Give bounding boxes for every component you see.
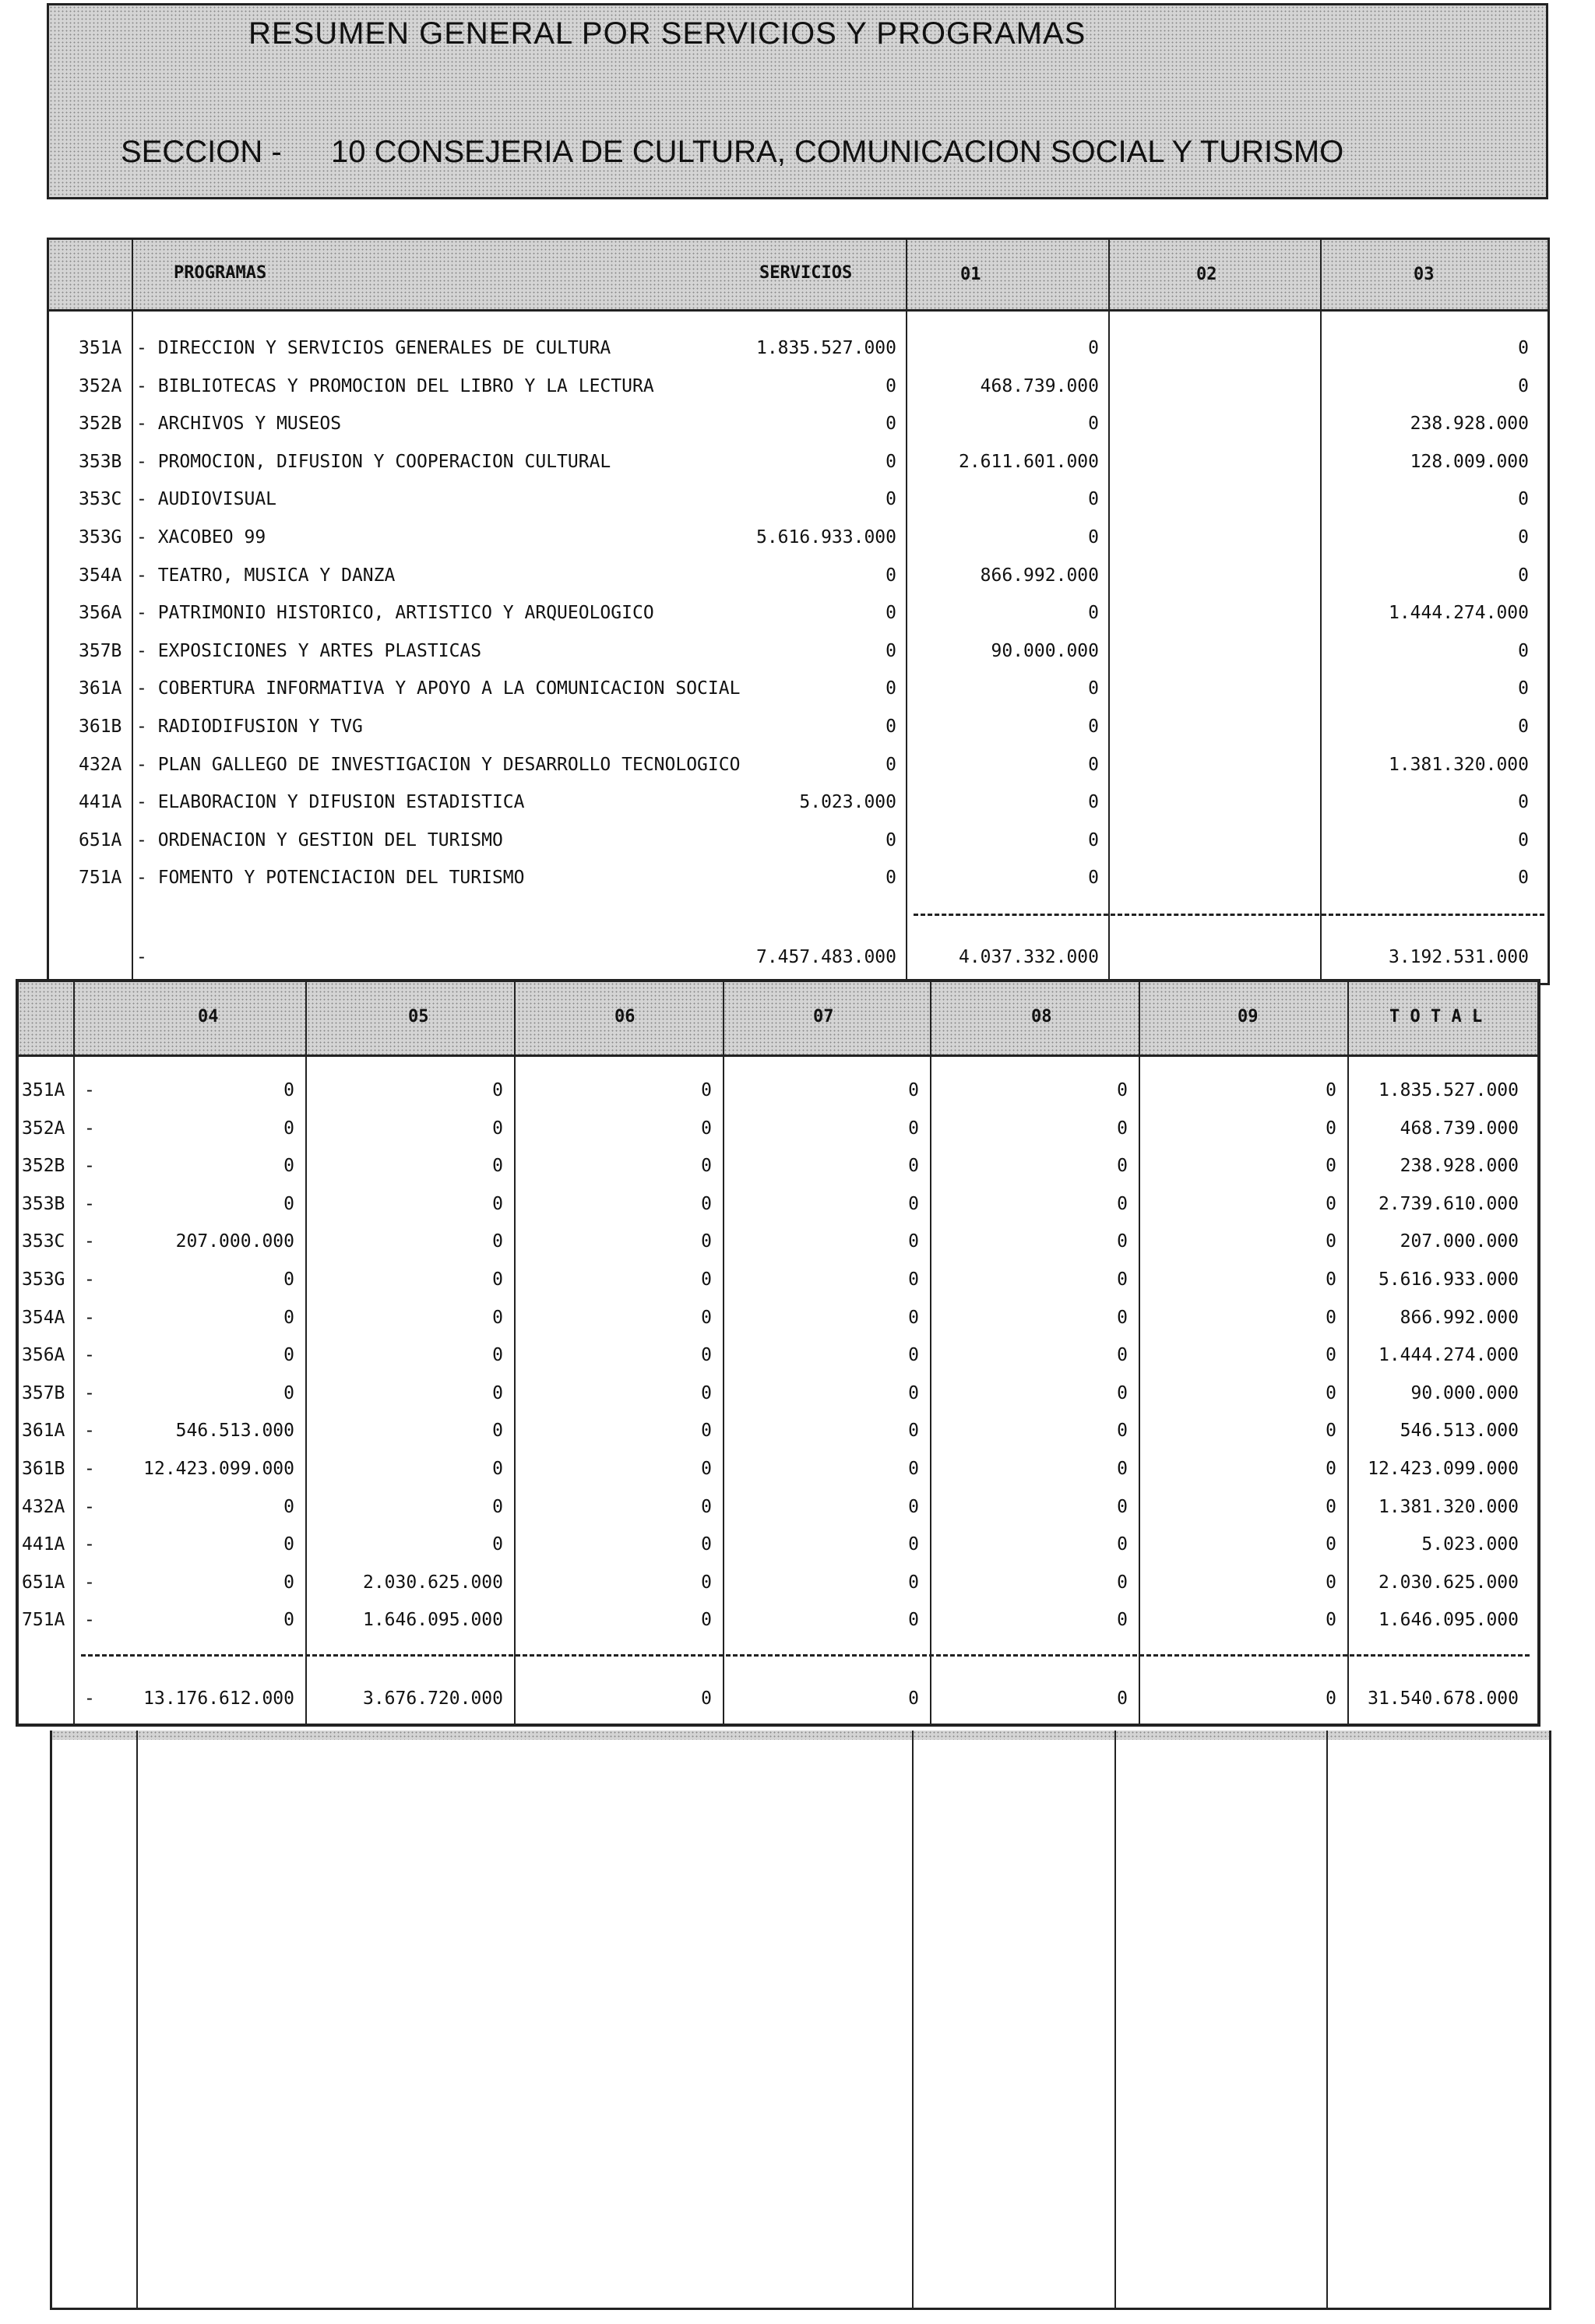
service-02-value: 0 — [1088, 489, 1099, 510]
col-03-header: 03 — [1414, 265, 1435, 284]
service-01-value: 0 — [886, 603, 896, 624]
program-code: 353G — [79, 527, 122, 548]
program-description: - AUDIOVISUAL — [136, 489, 277, 510]
table-row — [49, 783, 1547, 820]
program-description: - FOMENTO Y POTENCIACION DEL TURISMO — [136, 868, 525, 889]
service-09-value: 0 — [1326, 1307, 1336, 1328]
table-row — [49, 821, 1547, 858]
table1-header-row — [49, 240, 1547, 312]
program-code: 432A — [79, 754, 122, 775]
service-05-value: 0 — [492, 1080, 503, 1100]
service-01-value: 0 — [886, 640, 896, 661]
row-dash: - — [84, 1231, 95, 1252]
service-07-value: 0 — [908, 1572, 919, 1593]
service-02-value: 2.611.601.000 — [958, 451, 1099, 472]
service-01-value: 0 — [886, 868, 896, 889]
table-row — [49, 367, 1547, 404]
row-total-value: 2.739.610.000 — [1378, 1193, 1519, 1214]
servicios-header: SERVICIOS — [759, 263, 853, 283]
total-03: 3.192.531.000 — [1388, 947, 1529, 967]
row-dash: - — [84, 1156, 95, 1177]
service-06-value: 0 — [701, 1080, 712, 1100]
table-row — [49, 404, 1547, 442]
table-row — [49, 707, 1547, 745]
service-07-value: 0 — [908, 1269, 919, 1290]
service-07-value: 0 — [908, 1307, 919, 1328]
service-06-value: 0 — [701, 1496, 712, 1517]
service-04-value: 207.000.000 — [175, 1231, 294, 1252]
program-code: 751A — [22, 1610, 65, 1631]
services-table-01-03 — [47, 238, 1550, 985]
program-code: 353B — [22, 1193, 65, 1214]
service-07-value: 0 — [908, 1382, 919, 1403]
table-row — [19, 1411, 1537, 1449]
program-description: - ORDENACION Y GESTION DEL TURISMO — [136, 829, 503, 850]
row-total-value: 1.381.320.000 — [1378, 1496, 1519, 1517]
service-03-value: 1.381.320.000 — [1388, 754, 1529, 775]
row-dash: - — [84, 1459, 95, 1479]
program-code: 351A — [22, 1080, 65, 1100]
total-02: 4.037.332.000 — [958, 947, 1099, 967]
service-04-value: 0 — [283, 1307, 294, 1328]
program-code: 361B — [79, 717, 122, 737]
service-08-value: 0 — [1117, 1118, 1128, 1139]
service-08-value: 0 — [1117, 1534, 1128, 1555]
service-04-value: 0 — [283, 1610, 294, 1631]
row-dash: - — [84, 1610, 95, 1631]
row-dash: - — [84, 1572, 95, 1593]
service-05-value: 1.646.095.000 — [362, 1610, 503, 1631]
subtotal-rule — [914, 914, 1544, 916]
subtotal-rule — [81, 1654, 1530, 1657]
table-row — [49, 480, 1547, 517]
service-05-value: 2.030.625.000 — [362, 1572, 503, 1593]
service-06-value: 0 — [701, 1118, 712, 1139]
service-02-value: 90.000.000 — [991, 640, 1099, 661]
table2-header-row — [19, 982, 1537, 1057]
service-03-value: 0 — [1518, 489, 1529, 510]
program-description: - COBERTURA INFORMATIVA Y APOYO A LA COMUNICACION SOCIAL — [136, 678, 741, 699]
table-row — [49, 329, 1547, 366]
service-04-value: 0 — [283, 1269, 294, 1290]
service-01-value: 1.835.527.000 — [755, 338, 896, 358]
service-09-value: 0 — [1326, 1118, 1336, 1139]
service-08-value: 0 — [1117, 1572, 1128, 1593]
service-01-value: 0 — [886, 565, 896, 586]
row-total-value: 2.030.625.000 — [1378, 1572, 1519, 1593]
total-total: 31.540.678.000 — [1368, 1688, 1519, 1709]
service-06-value: 0 — [701, 1307, 712, 1328]
table-row — [19, 1109, 1537, 1146]
service-02-value: 0 — [1088, 829, 1099, 850]
row-total-value: 90.000.000 — [1410, 1382, 1519, 1403]
service-07-value: 0 — [908, 1610, 919, 1631]
service-04-value: 12.423.099.000 — [143, 1459, 294, 1479]
program-description: - ARCHIVOS Y MUSEOS — [136, 414, 342, 435]
service-08-value: 0 — [1117, 1382, 1128, 1403]
service-06-value: 0 — [701, 1610, 712, 1631]
program-description: - XACOBEO 99 — [136, 527, 266, 548]
program-code: 352A — [79, 375, 122, 396]
col-09-header: 09 — [1238, 1007, 1259, 1026]
table-row — [19, 1185, 1537, 1222]
program-code: 353C — [22, 1231, 65, 1252]
service-02-value: 0 — [1088, 527, 1099, 548]
service-07-value: 0 — [908, 1080, 919, 1100]
program-code: 352A — [22, 1118, 65, 1139]
service-08-value: 0 — [1117, 1610, 1128, 1631]
service-07-value: 0 — [908, 1231, 919, 1252]
table-row — [49, 593, 1547, 631]
service-01-value: 0 — [886, 375, 896, 396]
program-code: 651A — [22, 1572, 65, 1593]
service-08-value: 0 — [1117, 1421, 1128, 1442]
row-total-value: 546.513.000 — [1400, 1421, 1519, 1442]
service-02-value: 0 — [1088, 792, 1099, 813]
col-04-header: 04 — [198, 1007, 219, 1026]
program-code: 353B — [79, 451, 122, 472]
service-06-value: 0 — [701, 1269, 712, 1290]
service-04-value: 0 — [283, 1156, 294, 1177]
divider — [136, 1731, 138, 2308]
program-code: 432A — [22, 1496, 65, 1517]
total-header: T O T A L — [1389, 1007, 1483, 1026]
program-description: - BIBLIOTECAS Y PROMOCION DEL LIBRO Y LA LECTURA — [136, 375, 654, 396]
table-row — [19, 1336, 1537, 1373]
program-code: 352B — [22, 1156, 65, 1177]
section-name: 10 CONSEJERIA DE CULTURA, COMUNICACION SOCIAL Y TURISMO — [331, 135, 1344, 169]
service-03-value: 0 — [1518, 338, 1529, 358]
service-05-value: 0 — [492, 1496, 503, 1517]
service-07-value: 0 — [908, 1345, 919, 1366]
col-02-header: 02 — [1196, 265, 1217, 284]
program-code: 354A — [22, 1307, 65, 1328]
table-row — [19, 1374, 1537, 1411]
service-03-value: 238.928.000 — [1410, 414, 1529, 435]
program-code: 441A — [79, 792, 122, 813]
service-05-value: 0 — [492, 1118, 503, 1139]
program-code: 357B — [79, 640, 122, 661]
service-04-value: 546.513.000 — [175, 1421, 294, 1442]
service-07-value: 0 — [908, 1156, 919, 1177]
service-09-value: 0 — [1326, 1421, 1336, 1442]
table-row — [19, 1563, 1537, 1600]
service-06-value: 0 — [701, 1421, 712, 1442]
program-description: - EXPOSICIONES Y ARTES PLASTICAS — [136, 640, 482, 661]
service-04-value: 0 — [283, 1193, 294, 1214]
service-03-value: 0 — [1518, 565, 1529, 586]
service-01-value: 5.023.000 — [799, 792, 896, 813]
service-03-value: 0 — [1518, 868, 1529, 889]
row-total-value: 866.992.000 — [1400, 1307, 1519, 1328]
divider — [912, 1731, 914, 2308]
service-05-value: 0 — [492, 1459, 503, 1479]
service-08-value: 0 — [1117, 1459, 1128, 1479]
service-03-value: 0 — [1518, 375, 1529, 396]
service-01-value: 0 — [886, 451, 896, 472]
service-05-value: 0 — [492, 1345, 503, 1366]
row-total-value: 5.023.000 — [1421, 1534, 1519, 1555]
table-row — [19, 1600, 1537, 1638]
programas-header: PROGRAMAS — [174, 263, 267, 283]
service-02-value: 0 — [1088, 717, 1099, 737]
total-01: 7.457.483.000 — [755, 947, 896, 967]
service-02-value: 0 — [1088, 603, 1099, 624]
program-code: 751A — [79, 868, 122, 889]
service-04-value: 0 — [283, 1534, 294, 1555]
program-code: 352B — [79, 414, 122, 435]
section-label: SECCION - — [121, 135, 282, 169]
program-code: 361A — [22, 1421, 65, 1442]
service-02-value: 866.992.000 — [980, 565, 1099, 586]
service-07-value: 0 — [908, 1534, 919, 1555]
report-title: RESUMEN GENERAL POR SERVICIOS Y PROGRAMAS — [248, 16, 1086, 51]
total-04: 13.176.612.000 — [143, 1688, 294, 1709]
service-05-value: 0 — [492, 1421, 503, 1442]
service-08-value: 0 — [1117, 1231, 1128, 1252]
table-row — [19, 1222, 1537, 1259]
service-06-value: 0 — [701, 1193, 712, 1214]
service-08-value: 0 — [1117, 1345, 1128, 1366]
service-04-value: 0 — [283, 1118, 294, 1139]
service-01-value: 5.616.933.000 — [755, 527, 896, 548]
row-dash: - — [84, 1080, 95, 1100]
program-description: - PLAN GALLEGO DE INVESTIGACION Y DESARROLLO TECNOLOGICO — [136, 754, 741, 775]
service-07-value: 0 — [908, 1118, 919, 1139]
service-05-value: 0 — [492, 1231, 503, 1252]
service-03-value: 0 — [1518, 640, 1529, 661]
row-dash: - — [84, 1307, 95, 1328]
program-description: - DIRECCION Y SERVICIOS GENERALES DE CULTURA — [136, 338, 611, 358]
service-05-value: 0 — [492, 1193, 503, 1214]
service-07-value: 0 — [908, 1421, 919, 1442]
total-08: 0 — [1117, 1688, 1128, 1709]
service-09-value: 0 — [1326, 1269, 1336, 1290]
row-dash: - — [84, 1269, 95, 1290]
row-dash: - — [84, 1345, 95, 1366]
table2-total-row — [19, 1679, 1537, 1717]
program-description: - TEATRO, MUSICA Y DANZA — [136, 565, 396, 586]
service-09-value: 0 — [1326, 1459, 1336, 1479]
service-03-value: 0 — [1518, 678, 1529, 699]
service-05-value: 0 — [492, 1534, 503, 1555]
service-04-value: 0 — [283, 1345, 294, 1366]
program-code: 353G — [22, 1269, 65, 1290]
program-code: 651A — [79, 829, 122, 850]
row-dash: - — [84, 1421, 95, 1442]
col-01-header: 01 — [960, 265, 981, 284]
service-08-value: 0 — [1117, 1269, 1128, 1290]
row-dash: - — [84, 1118, 95, 1139]
service-01-value: 0 — [886, 678, 896, 699]
service-04-value: 0 — [283, 1496, 294, 1517]
service-09-value: 0 — [1326, 1080, 1336, 1100]
service-09-value: 0 — [1326, 1231, 1336, 1252]
service-09-value: 0 — [1326, 1496, 1336, 1517]
total-label: - — [84, 1688, 95, 1709]
row-dash: - — [84, 1534, 95, 1555]
table-row — [49, 858, 1547, 896]
divider — [1114, 1731, 1116, 2308]
service-05-value: 0 — [492, 1382, 503, 1403]
service-02-value: 0 — [1088, 868, 1099, 889]
service-09-value: 0 — [1326, 1610, 1336, 1631]
program-code: 441A — [22, 1534, 65, 1555]
table-row — [49, 745, 1547, 783]
service-06-value: 0 — [701, 1459, 712, 1479]
divider — [1326, 1731, 1328, 2308]
service-06-value: 0 — [701, 1382, 712, 1403]
col-07-header: 07 — [813, 1007, 834, 1026]
empty-continuation-table — [50, 1731, 1551, 2310]
service-08-value: 0 — [1117, 1193, 1128, 1214]
total-05: 3.676.720.000 — [362, 1688, 503, 1709]
service-09-value: 0 — [1326, 1193, 1336, 1214]
table-row — [49, 518, 1547, 555]
service-08-value: 0 — [1117, 1156, 1128, 1177]
table-row — [19, 1298, 1537, 1336]
program-description: - RADIODIFUSION Y TVG — [136, 717, 363, 737]
program-code: 356A — [79, 603, 122, 624]
service-03-value: 0 — [1518, 717, 1529, 737]
service-03-value: 1.444.274.000 — [1388, 603, 1529, 624]
program-description: - PATRIMONIO HISTORICO, ARTISTICO Y ARQUEOLOGICO — [136, 603, 654, 624]
table-row — [19, 1488, 1537, 1525]
service-07-value: 0 — [908, 1193, 919, 1214]
table-row — [19, 1260, 1537, 1298]
total-06: 0 — [701, 1688, 712, 1709]
service-01-value: 0 — [886, 754, 896, 775]
program-code: 361A — [79, 678, 122, 699]
table-row — [49, 442, 1547, 480]
col-08-header: 08 — [1031, 1007, 1052, 1026]
service-08-value: 0 — [1117, 1080, 1128, 1100]
service-03-value: 0 — [1518, 829, 1529, 850]
report-header — [47, 3, 1548, 199]
service-08-value: 0 — [1117, 1496, 1128, 1517]
row-total-value: 5.616.933.000 — [1378, 1269, 1519, 1290]
row-total-value: 468.739.000 — [1400, 1118, 1519, 1139]
row-total-value: 238.928.000 — [1400, 1156, 1519, 1177]
total-09: 0 — [1326, 1688, 1336, 1709]
service-06-value: 0 — [701, 1231, 712, 1252]
col-05-header: 05 — [408, 1007, 429, 1026]
service-01-value: 0 — [886, 414, 896, 435]
service-01-value: 0 — [886, 717, 896, 737]
row-total-value: 12.423.099.000 — [1368, 1459, 1519, 1479]
service-02-value: 0 — [1088, 338, 1099, 358]
program-code: 361B — [22, 1459, 65, 1479]
service-08-value: 0 — [1117, 1307, 1128, 1328]
table-row — [19, 1071, 1537, 1108]
service-02-value: 0 — [1088, 678, 1099, 699]
program-description: - ELABORACION Y DIFUSION ESTADISTICA — [136, 792, 525, 813]
table-row — [19, 1525, 1537, 1562]
service-01-value: 0 — [886, 489, 896, 510]
program-description: - PROMOCION, DIFUSION Y COOPERACION CULTURAL — [136, 451, 611, 472]
service-09-value: 0 — [1326, 1345, 1336, 1366]
row-total-value: 1.444.274.000 — [1378, 1345, 1519, 1366]
program-code: 356A — [22, 1345, 65, 1366]
service-07-value: 0 — [908, 1496, 919, 1517]
service-06-value: 0 — [701, 1345, 712, 1366]
service-02-value: 468.739.000 — [980, 375, 1099, 396]
row-total-value: 1.835.527.000 — [1378, 1080, 1519, 1100]
total-label: - — [136, 947, 147, 967]
table1-total-row — [49, 938, 1547, 975]
service-09-value: 0 — [1326, 1156, 1336, 1177]
service-06-value: 0 — [701, 1534, 712, 1555]
service-05-value: 0 — [492, 1269, 503, 1290]
table-row — [49, 632, 1547, 669]
service-09-value: 0 — [1326, 1382, 1336, 1403]
row-dash: - — [84, 1496, 95, 1517]
program-code: 353C — [79, 489, 122, 510]
table-row — [49, 556, 1547, 593]
service-03-value: 0 — [1518, 527, 1529, 548]
row-dash: - — [84, 1382, 95, 1403]
table-row — [19, 1146, 1537, 1184]
table-row — [49, 669, 1547, 706]
service-09-value: 0 — [1326, 1534, 1336, 1555]
service-03-value: 128.009.000 — [1410, 451, 1529, 472]
total-07: 0 — [908, 1688, 919, 1709]
table-row — [19, 1449, 1537, 1487]
service-01-value: 0 — [886, 829, 896, 850]
service-04-value: 0 — [283, 1080, 294, 1100]
program-code: 357B — [22, 1382, 65, 1403]
program-code: 351A — [79, 338, 122, 358]
table3-top-band — [52, 1731, 1549, 1740]
col-06-header: 06 — [614, 1007, 636, 1026]
service-02-value: 0 — [1088, 754, 1099, 775]
service-02-value: 0 — [1088, 414, 1099, 435]
service-03-value: 0 — [1518, 792, 1529, 813]
service-06-value: 0 — [701, 1156, 712, 1177]
row-total-value: 207.000.000 — [1400, 1231, 1519, 1252]
row-dash: - — [84, 1193, 95, 1214]
services-table-04-total — [16, 979, 1540, 1727]
service-05-value: 0 — [492, 1307, 503, 1328]
row-total-value: 1.646.095.000 — [1378, 1610, 1519, 1631]
service-04-value: 0 — [283, 1572, 294, 1593]
service-04-value: 0 — [283, 1382, 294, 1403]
service-09-value: 0 — [1326, 1572, 1336, 1593]
service-07-value: 0 — [908, 1459, 919, 1479]
service-06-value: 0 — [701, 1572, 712, 1593]
service-05-value: 0 — [492, 1156, 503, 1177]
program-code: 354A — [79, 565, 122, 586]
